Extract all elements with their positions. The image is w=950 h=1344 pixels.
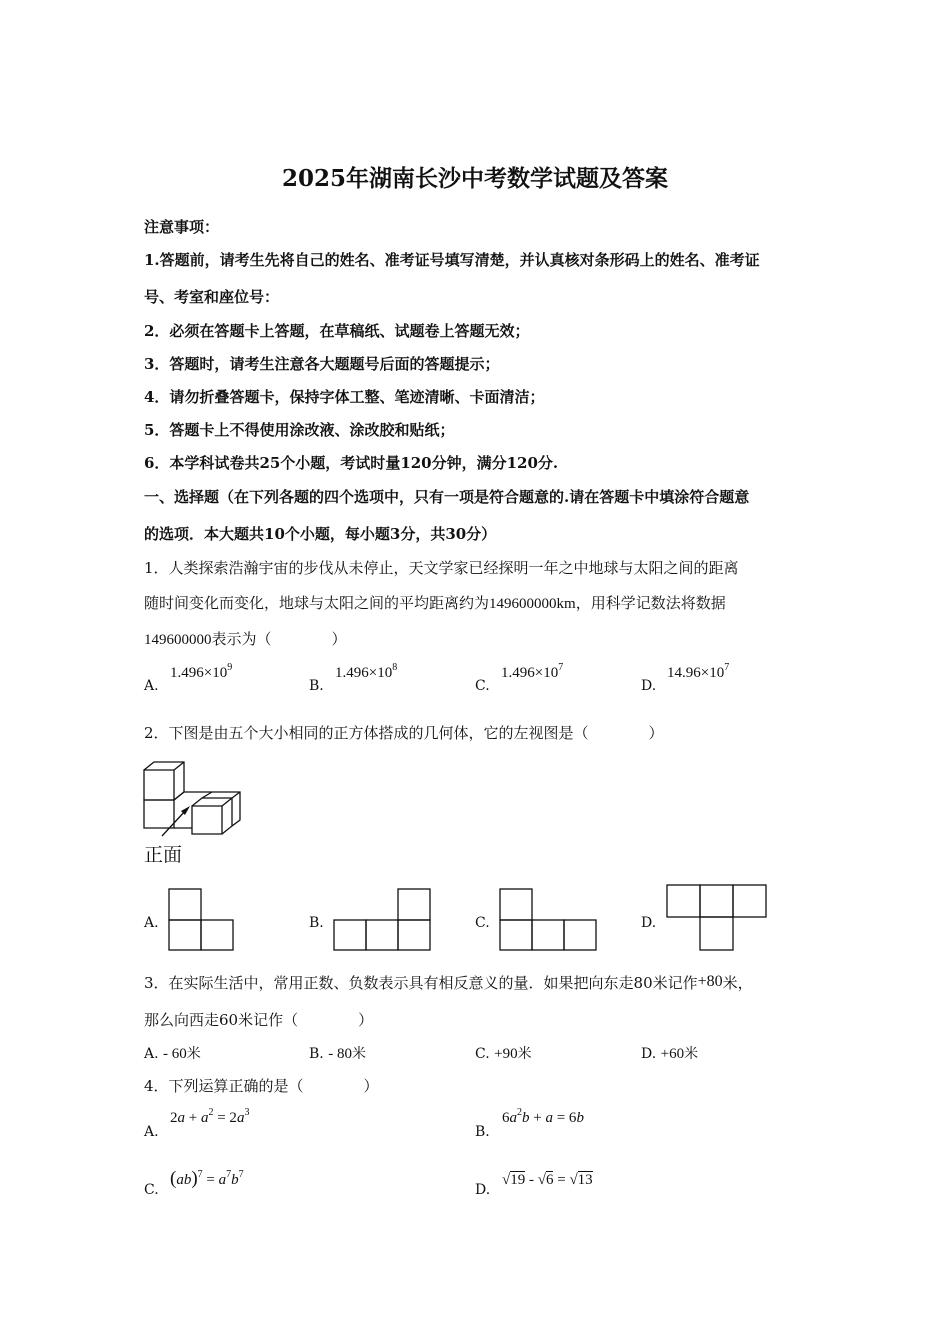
q3-option-a [144, 1043, 201, 1063]
q3-plus80: +80 [697, 973, 723, 990]
q4-option-d-letter: D. [475, 1182, 491, 1198]
q4-b-var3: a [545, 1110, 553, 1126]
q3-option-a-value: - 60 [163, 1046, 187, 1062]
section1-heading-line2: 的选项．本大题共10个小题，每小题3分，共30分） [144, 525, 497, 543]
q3-line1-text-a: 3．在实际生活中，常用正数、负数表示具有相反意义的量．如果把向东走80米记作 [144, 974, 698, 992]
q4-a-plus: + [185, 1110, 201, 1126]
q4-c-exp3: 7 [238, 1169, 244, 1180]
q4-text: 4．下列运算正确的是（ ） [144, 1077, 379, 1095]
q1-option-c-mantissa: 1.496 [501, 665, 535, 681]
q4-d-radicand-1: 19 [510, 1172, 526, 1188]
q1-option-a-times: ×10 [203, 665, 228, 681]
q4-a-eq: = 2 [213, 1110, 237, 1126]
q3-line1 [144, 972, 753, 993]
q3-option-c-letter: C. [475, 1046, 490, 1062]
q1-option-d-exp: 7 [724, 662, 730, 673]
q4-c-lparen: ( [170, 1168, 177, 1189]
q2-option-c-figure [499, 888, 597, 952]
q4-a-p1: 2 [170, 1110, 178, 1126]
q4-c-ab: ab [176, 1172, 192, 1188]
q2-front-label: 正面 [144, 844, 183, 866]
q1-option-b-letter: B. [309, 678, 324, 694]
q4-d-radicand-2: 6 [545, 1172, 554, 1188]
notice-item-3: 3．答题时，请考生注意各大题题号后面的答题提示； [144, 355, 500, 373]
q2-option-d-letter: D. [641, 915, 657, 931]
q4-d-sqrt-symbol-3: √ [569, 1172, 578, 1188]
q4-d-sqrt-symbol-2: √ [537, 1172, 546, 1188]
q4-option-b-letter: B. [475, 1124, 490, 1140]
q1-option-c-times: ×10 [534, 665, 559, 681]
q2-option-c-letter: C. [475, 915, 490, 931]
q1-line3-text: 表示为（ ） [211, 630, 347, 648]
q1-option-a-exp: 9 [227, 662, 233, 673]
q1-number: 149600000 [144, 632, 212, 648]
notice-item-1-cont: 号、考室和座位号： [144, 288, 280, 306]
q1-option-a-letter: A. [144, 678, 159, 694]
q3-option-d-value: +60 [660, 1046, 685, 1062]
q1-line2-text-a: 随时间变化而变化，地球与太阳之间的平均距离约为 [144, 594, 490, 612]
q1-option-c-value [501, 662, 564, 682]
q1-line1: 1．人类探索浩瀚宇宙的步伐从未停止，天文学家已经探明一年之中地球与太阳之间的距离 [144, 559, 739, 577]
q2-option-a-letter: A. [144, 915, 159, 931]
q4-a-exp2: 3 [244, 1107, 250, 1118]
q3-option-a-unit: 米 [186, 1046, 201, 1062]
q3-option-d-letter: D. [641, 1046, 657, 1062]
q4-b-plus: + [529, 1110, 546, 1126]
q4-b-eq: = 6 [552, 1110, 577, 1126]
q3-line1-text-b: 米， [722, 974, 753, 992]
q4-c-rparen: ) [191, 1168, 198, 1189]
q1-line2-text-b: ，用科学记数法将数据 [575, 594, 726, 612]
q4-c-var-b: b [231, 1172, 239, 1188]
q3-option-c [475, 1043, 532, 1063]
q1-option-d-mantissa: 14.96 [667, 665, 701, 681]
q4-b-exp1: 2 [517, 1107, 522, 1118]
q4-a-var1: a [177, 1110, 185, 1126]
q4-b-var2: b [522, 1110, 530, 1126]
q4-a-var3: a [236, 1110, 245, 1126]
q4-c-var-a: a [218, 1172, 227, 1188]
q2-option-b-figure [333, 888, 431, 952]
q2-text: 2．下图是由五个大小相同的正方体搭成的几何体，它的左视图是（ ） [144, 724, 664, 742]
q4-option-c-letter: C. [144, 1182, 159, 1198]
notice-item-6: 6．本学科试卷共25个小题，考试时量120分钟，满分120分. [144, 454, 559, 472]
q3-option-b [309, 1043, 366, 1063]
q4-c-exp1: 7 [197, 1169, 203, 1180]
q4-option-b-expr [502, 1107, 584, 1127]
q3-option-d [641, 1043, 698, 1063]
q1-option-d-letter: D. [641, 678, 657, 694]
q2-option-d-figure [666, 884, 768, 952]
q1-option-d-times: ×10 [700, 665, 725, 681]
q1-distance: 149600000km [489, 596, 576, 612]
q4-b-var4: b [576, 1110, 584, 1126]
q4-option-c-expr [170, 1168, 244, 1190]
notice-item-2: 2．必须在答题卡上答题，在草稿纸、试题卷上答题无效； [144, 322, 530, 340]
q2-option-a-figure [168, 888, 234, 952]
section1-heading-line1: 一、选择题（在下列各题的四个选项中，只有一项是符合题意的.请在答题卡中填涂符合题意 [144, 488, 750, 506]
q3-option-b-letter: B. [309, 1046, 324, 1062]
q1-option-b-times: ×10 [368, 665, 393, 681]
document-title: 2025年湖南长沙中考数学试题及答案 [281, 165, 668, 192]
q3-option-b-value: - 80 [328, 1046, 352, 1062]
q3-line2: 那么向西走60米记作（ ） [144, 1011, 374, 1029]
q3-option-d-unit: 米 [684, 1046, 699, 1062]
q2-option-b-letter: B. [309, 915, 324, 931]
q4-b-var1: a [509, 1110, 517, 1126]
q4-b-p1: 6 [502, 1110, 510, 1126]
q1-option-a-value [170, 662, 233, 682]
q3-option-c-unit: 米 [517, 1046, 532, 1062]
q4-option-a-letter: A. [144, 1124, 159, 1140]
q1-line3 [144, 628, 347, 649]
q3-option-b-unit: 米 [351, 1046, 366, 1062]
q1-option-b-exp: 8 [392, 662, 398, 673]
q4-a-var2: a [200, 1110, 209, 1126]
q1-option-b-value [335, 662, 398, 682]
q4-c-eq: = [202, 1172, 219, 1188]
notice-item-1: 1.答题前，请考生先将自己的姓名、准考证号填写清楚，并认真核对条形码上的姓名、准考证 [144, 251, 760, 269]
q3-option-a-letter: A. [144, 1046, 159, 1062]
q4-d-sqrt-symbol-1: √ [502, 1172, 511, 1188]
q4-d-eq: = [553, 1172, 570, 1188]
q4-c-exp2: 7 [226, 1169, 232, 1180]
q1-line2 [144, 592, 726, 613]
q4-option-a-expr [170, 1107, 250, 1127]
q1-option-c-exp: 7 [558, 662, 564, 673]
notice-item-5: 5．答题卡上不得使用涂改液、涂改胶和贴纸； [144, 421, 455, 439]
q1-option-b-mantissa: 1.496 [335, 665, 369, 681]
q2-cube-figure [140, 758, 250, 838]
q4-d-radicand-3: 13 [577, 1172, 593, 1188]
q4-option-d-expr [502, 1172, 593, 1189]
q4-a-exp1: 2 [208, 1107, 214, 1118]
q1-option-c-letter: C. [475, 678, 490, 694]
q1-option-a-mantissa: 1.496 [170, 665, 204, 681]
q3-option-c-value: +90 [494, 1046, 518, 1062]
q1-option-d-value [667, 662, 730, 682]
notice-heading: 注意事项： [144, 218, 220, 236]
q4-d-minus: - [525, 1172, 538, 1188]
notice-item-4: 4．请勿折叠答题卡，保持字体工整、笔迹清晰、卡面清洁； [144, 388, 545, 406]
